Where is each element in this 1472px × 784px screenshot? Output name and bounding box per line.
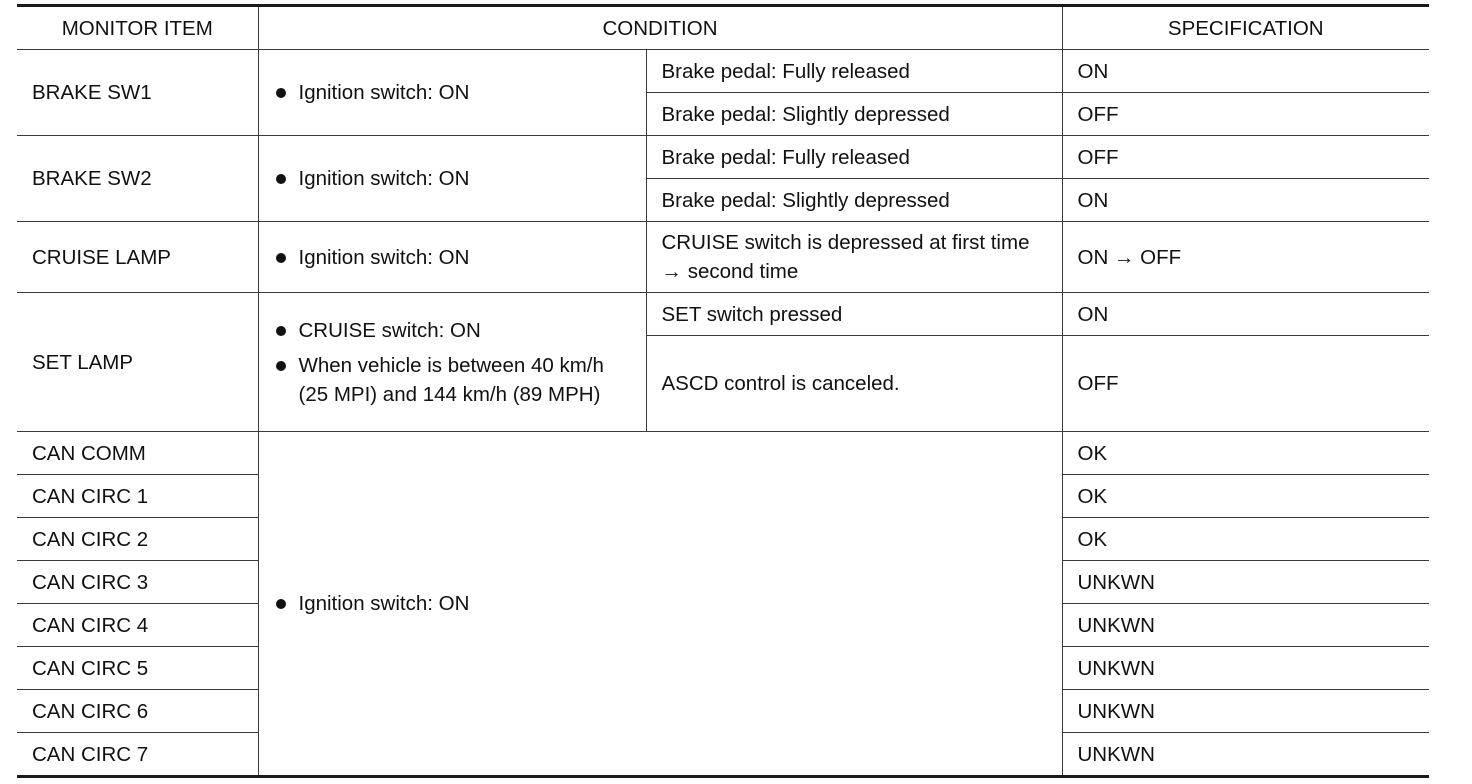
condition-text: Ignition switch: ON [298,167,470,190]
specification-cell: UNKWN [1062,647,1429,690]
condition-text: When vehicle is between 40 km/h (25 MPI) and 144 km/h (89 MPH) [298,353,604,406]
specification-cell: ON → OFF [1062,222,1429,293]
bullet-icon [276,88,286,98]
specification-cell: OFF [1062,336,1429,432]
condition-bullet [274,316,636,345]
condition-bullet [274,243,646,272]
specification-cell: OFF [1062,93,1429,136]
sub-condition-cell: SET switch pressed [646,293,1062,336]
condition-cell [258,432,1062,777]
specification-cell: UNKWN [1062,733,1429,777]
specification-cell: OK [1062,475,1429,518]
condition-text: CRUISE switch: ON [298,318,481,342]
monitor-item-cell: SET LAMP [17,293,258,432]
condition-text: Ignition switch: ON [298,245,470,269]
header-condition: CONDITION [258,6,1062,50]
condition-text: Ignition switch: ON [298,81,470,104]
sub-condition-cell: Brake pedal: Fully released [646,50,1062,93]
specification-cell: UNKWN [1062,561,1429,604]
bullet-icon [276,253,286,263]
condition-cell [258,293,646,432]
header-monitor-item: MONITOR ITEM [17,6,258,50]
specification-cell: OFF [1062,136,1429,179]
monitor-item-cell: CAN CIRC 2 [17,518,258,561]
specification-cell: ON [1062,293,1429,336]
monitor-item-cell: CAN CIRC 4 [17,604,258,647]
specification-cell: UNKWN [1062,604,1429,647]
monitor-item-cell: CAN CIRC 1 [17,475,258,518]
table-row [17,50,1429,93]
sub-condition-cell: Brake pedal: Slightly depressed [646,93,1062,136]
table-row [17,432,1429,475]
sub-condition-cell: Brake pedal: Fully released [646,136,1062,179]
specification-cell: OK [1062,518,1429,561]
monitor-item-cell: BRAKE SW2 [17,136,258,222]
condition-cell [258,222,646,293]
monitor-item-cell: CAN COMM [17,432,258,475]
condition-bullet [274,164,646,193]
monitor-item-cell: CAN CIRC 6 [17,690,258,733]
specification-cell: ON [1062,179,1429,222]
condition-text: Ignition switch: ON [298,592,470,615]
monitor-item-cell: CRUISE LAMP [17,222,258,293]
header-row [17,6,1429,50]
specification-cell: UNKWN [1062,690,1429,733]
bullet-icon [276,361,286,371]
table-row [17,293,1429,336]
monitor-item-cell: CAN CIRC 5 [17,647,258,690]
condition-cell [258,50,646,136]
specification-cell: OK [1062,432,1429,475]
monitor-item-cell: CAN CIRC 3 [17,561,258,604]
sub-condition-cell: CRUISE switch is depressed at first time → second time [646,222,1062,293]
monitor-item-cell: CAN CIRC 7 [17,733,258,777]
bullet-icon [276,174,286,184]
monitor-item-cell: BRAKE SW1 [17,50,258,136]
table-row [17,136,1429,179]
bullet-icon [276,326,286,336]
sub-condition-cell: ASCD control is canceled. [646,336,1062,432]
sub-condition-cell: Brake pedal: Slightly depressed [646,179,1062,222]
condition-cell [258,136,646,222]
header-specification: SPECIFICATION [1062,6,1429,50]
monitor-spec-table [17,4,1429,778]
condition-bullet [274,351,636,409]
table-row [17,222,1429,293]
bullet-icon [276,599,286,609]
condition-bullet [274,589,1062,618]
condition-bullet [274,78,646,107]
specification-cell: ON [1062,50,1429,93]
